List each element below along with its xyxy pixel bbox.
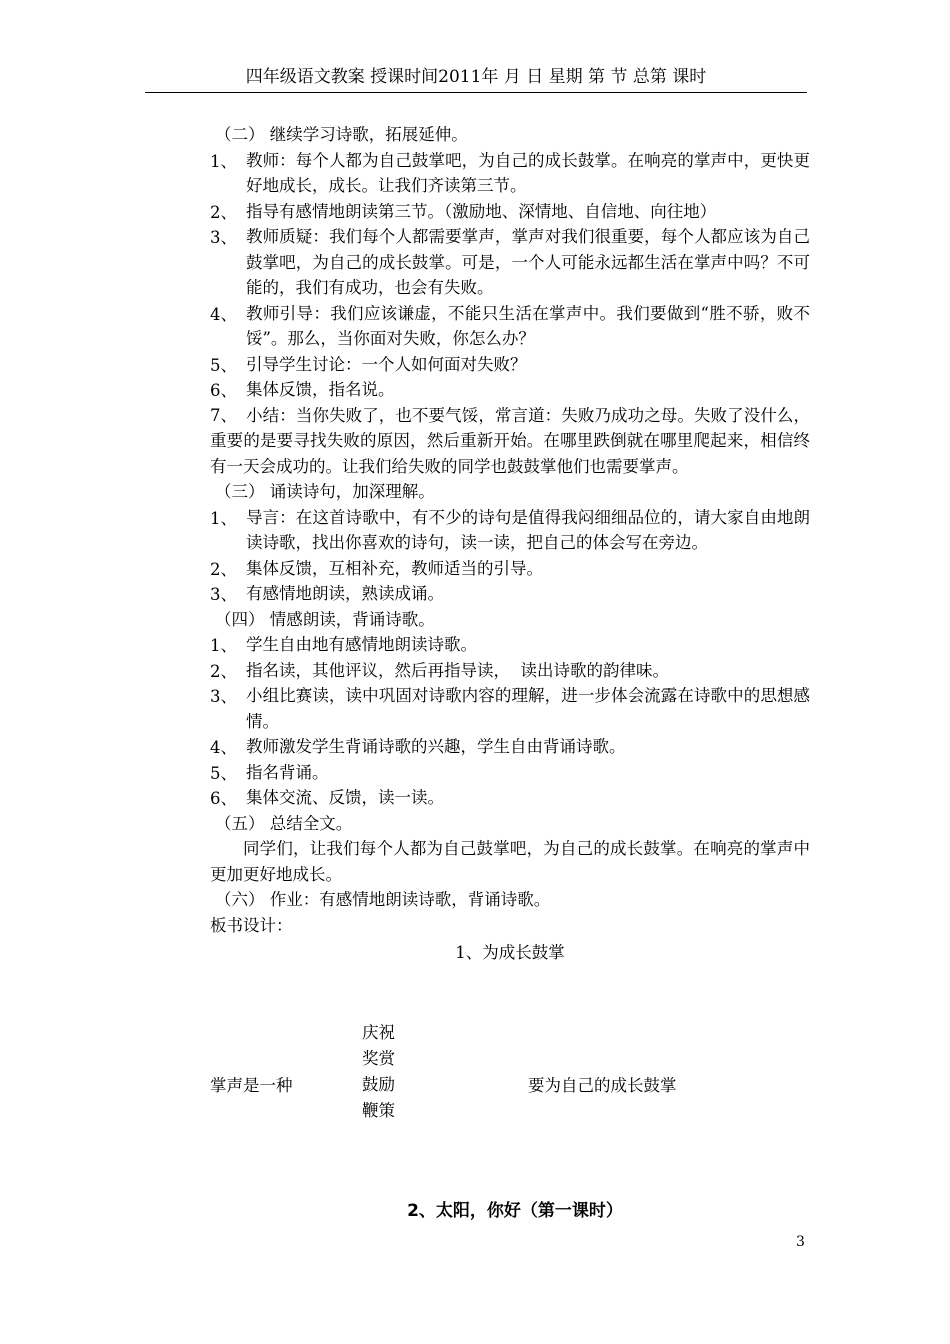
list-item: 6、 集体反馈，指名说。	[210, 380, 395, 400]
board-middle-item: 鼓励	[362, 1075, 395, 1094]
list-item: 3、 教师质疑：我们每个人都需要掌声，掌声对我们很重要，每个人都应该为自己鼓掌吧，为自己的成长鼓掌。可是，一个人可能永远都生活在掌声中吗？不可能的，我们有成功，也会有失败。	[210, 227, 810, 297]
lesson-content	[210, 122, 810, 966]
list-item: 2、 指导有感情地朗读第三节。（激励地、深情地、自信地、向往地）	[210, 201, 717, 222]
list-item: 5、 引导学生讨论：一个人如何面对失败？	[210, 354, 527, 375]
board-title: 1、为成长鼓掌	[455, 943, 565, 962]
list-item: 3、 有感情地朗读，熟读成诵。	[210, 584, 444, 604]
section-6-title: （六） 作业：有感情地朗读诗歌，背诵诗歌。	[215, 890, 551, 909]
list-item: 1、 教师：每个人都为自己鼓掌吧，为自己的成长鼓掌。在响亮的掌声中，更快更好地成长，成长。让我们齐读第三节。	[210, 150, 810, 195]
list-item: 1、 学生自由地有感情地朗读诗歌。	[210, 635, 477, 655]
list-item: 2、 集体反馈，互相补充，教师适当的引导。	[210, 558, 543, 579]
section-4-title: （四） 情感朗读，背诵诗歌。	[215, 609, 435, 629]
list-item: 5、 指名背诵。	[210, 762, 329, 783]
board-design-label: 板书设计：	[210, 915, 293, 935]
board-middle-item: 庆祝	[362, 1023, 395, 1042]
list-item: 1、 导言：在这首诗歌中，有不少的诗句是值得我闷细细品位的，请大家自由地朗读诗歌，找出你喜欢的诗句，读一读，把自己的体会写在旁边。	[210, 507, 810, 552]
list-item: 6、 集体交流、反馈，读一读。	[210, 788, 444, 808]
summary-paragraph: 同学们，让我们每个人都为自己鼓掌吧，为自己的成长鼓掌。在响亮的掌声中更加更好地成长。	[210, 839, 810, 884]
section-3-title: （三） 诵读诗句，加深理解。	[215, 482, 435, 501]
board-left-text: 掌声是一种	[210, 1076, 293, 1095]
board-middle-item: 奖赏	[362, 1049, 395, 1068]
list-item: 3、 小组比赛读，读中巩固对诗歌内容的理解，进一步体会流露在诗歌中的思想感情。	[210, 686, 810, 731]
section-2-title: （二） 继续学习诗歌，拓展延伸。	[215, 125, 468, 144]
board-right-text: 要为自己的成长鼓掌	[528, 1076, 677, 1095]
list-item: 4、 教师激发学生背诵诗歌的兴趣，学生自由背诵诗歌。	[210, 737, 626, 757]
list-item: 7、 小结：当你失败了，也不要气馁，常言道：失败乃成功之母。失败了没什么，重要的是要寻找失败的原因，然后重新开始。在哪里跌倒就在哪里爬起来，相信终有一天会成功的。让我们给失败的同学也鼓鼓掌他们也需要掌声。	[210, 405, 810, 476]
page-number: 3	[796, 1234, 805, 1250]
board-middle-list	[362, 1020, 395, 1124]
board-middle-item: 鞭策	[362, 1101, 395, 1120]
page-header: 四年级语文教案 授课时间2011年 月 日 星期 第 节 总第 课时	[145, 62, 807, 93]
next-lesson-title: 2、太阳，你好（第一课时）	[407, 1201, 623, 1221]
section-5-title: （五） 总结全文。	[215, 813, 353, 833]
list-item: 2、 指名读，其他评议，然后再指导读， 读出诗歌的韵律味。	[210, 660, 669, 681]
board-design	[210, 1016, 810, 1126]
list-item: 4、 教师引导：我们应该谦虚，不能只生活在掌声中。我们要做到“胜不骄，败不馁”。那么，当你面对失败，你怎么办？	[210, 303, 810, 348]
